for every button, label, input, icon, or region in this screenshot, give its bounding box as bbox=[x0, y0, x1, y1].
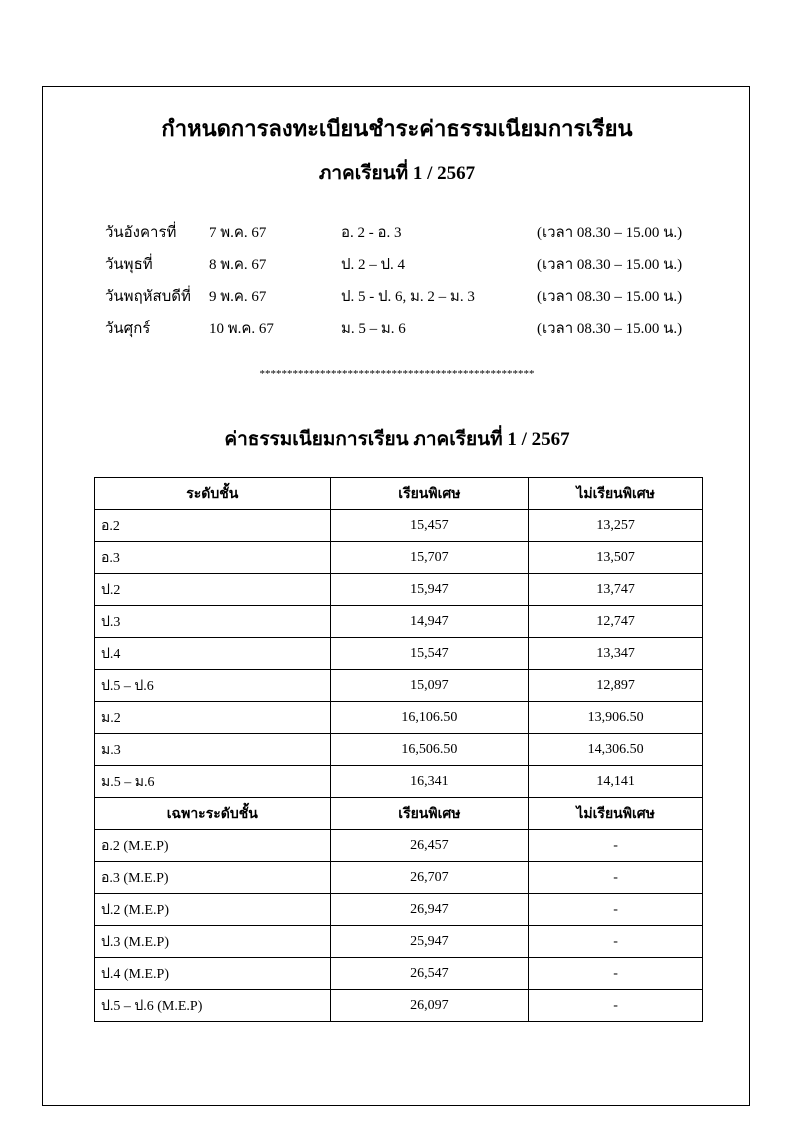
header-special-grade: เฉพาะระดับชั้น bbox=[95, 798, 331, 830]
with-extra-cell: 26,097 bbox=[330, 990, 529, 1022]
schedule-date: 10 พ.ค. 67 bbox=[209, 321, 274, 337]
schedule-date: 7 พ.ค. 67 bbox=[209, 225, 267, 241]
grade-cell: ป.4 (M.E.P) bbox=[95, 958, 331, 990]
schedule-time: (เวลา 08.30 – 15.00 น.) bbox=[537, 225, 683, 241]
with-extra-cell: 15,097 bbox=[330, 670, 529, 702]
with-extra-cell: 26,547 bbox=[330, 958, 529, 990]
schedule-grades: ป. 2 – ป. 4 bbox=[341, 257, 406, 273]
schedule-grades: ม. 5 – ม. 6 bbox=[341, 321, 406, 337]
with-extra-cell: 16,341 bbox=[330, 766, 529, 798]
with-extra-cell: 25,947 bbox=[330, 926, 529, 958]
without-extra-cell: 13,257 bbox=[529, 510, 703, 542]
table-row bbox=[95, 926, 703, 958]
schedule-date: 9 พ.ค. 67 bbox=[209, 289, 267, 305]
header-with-extra: เรียนพิเศษ bbox=[330, 478, 529, 510]
with-extra-cell: 16,106.50 bbox=[330, 702, 529, 734]
table-subheader-row bbox=[95, 798, 703, 830]
grade-cell: ม.3 bbox=[95, 734, 331, 766]
document-subtitle: ภาคเรียนที่ 1 / 2567 bbox=[318, 163, 476, 184]
grade-cell: ป.5 – ป.6 bbox=[95, 670, 331, 702]
schedule-day: วันอังคารที่ bbox=[105, 225, 177, 241]
table-row bbox=[95, 510, 703, 542]
with-extra-cell: 26,947 bbox=[330, 894, 529, 926]
table-row bbox=[95, 574, 703, 606]
table-row bbox=[95, 638, 703, 670]
with-extra-cell: 15,457 bbox=[330, 510, 529, 542]
table-row bbox=[95, 702, 703, 734]
table-row bbox=[95, 958, 703, 990]
without-extra-cell: 14,141 bbox=[529, 766, 703, 798]
without-extra-cell: 12,897 bbox=[529, 670, 703, 702]
without-extra-cell: 13,507 bbox=[529, 542, 703, 574]
grade-cell: อ.3 bbox=[95, 542, 331, 574]
fee-table-title: ค่าธรรมเนียมการเรียน ภาคเรียนที่ 1 / 2567 bbox=[224, 429, 570, 450]
schedule-date: 8 พ.ค. 67 bbox=[209, 257, 267, 273]
with-extra-cell: 14,947 bbox=[330, 606, 529, 638]
without-extra-cell: - bbox=[529, 862, 703, 894]
table-row bbox=[95, 862, 703, 894]
fee-table bbox=[94, 477, 703, 1022]
document-title: กำหนดการลงทะเบียนชำระค่าธรรมเนียมการเรียน bbox=[161, 116, 633, 141]
table-row bbox=[95, 894, 703, 926]
header-grade: ระดับชั้น bbox=[95, 478, 331, 510]
without-extra-cell: - bbox=[529, 894, 703, 926]
without-extra-cell: 12,747 bbox=[529, 606, 703, 638]
table-row bbox=[95, 542, 703, 574]
grade-cell: ป.5 – ป.6 (M.E.P) bbox=[95, 990, 331, 1022]
table-row bbox=[95, 830, 703, 862]
grade-cell: ป.2 bbox=[95, 574, 331, 606]
with-extra-cell: 15,707 bbox=[330, 542, 529, 574]
with-extra-cell: 15,547 bbox=[330, 638, 529, 670]
with-extra-cell: 26,707 bbox=[330, 862, 529, 894]
without-extra-cell: 13,347 bbox=[529, 638, 703, 670]
grade-cell: อ.3 (M.E.P) bbox=[95, 862, 331, 894]
schedule-grades: อ. 2 - อ. 3 bbox=[341, 225, 402, 241]
table-row bbox=[95, 606, 703, 638]
grade-cell: ป.4 bbox=[95, 638, 331, 670]
schedule-day: วันพุธที่ bbox=[105, 257, 153, 273]
schedule-time: (เวลา 08.30 – 15.00 น.) bbox=[537, 289, 683, 305]
grade-cell: ม.2 bbox=[95, 702, 331, 734]
grade-cell: อ.2 bbox=[95, 510, 331, 542]
schedule-day: วันพฤหัสบดีที่ bbox=[105, 289, 191, 305]
table-row bbox=[95, 990, 703, 1022]
schedule-grades: ป. 5 - ป. 6, ม. 2 – ม. 3 bbox=[341, 289, 475, 305]
schedule-time: (เวลา 08.30 – 15.00 น.) bbox=[537, 321, 683, 337]
grade-cell: ม.5 – ม.6 bbox=[95, 766, 331, 798]
without-extra-cell: 14,306.50 bbox=[529, 734, 703, 766]
table-row bbox=[95, 734, 703, 766]
grade-cell: อ.2 (M.E.P) bbox=[95, 830, 331, 862]
header-without-extra: ไม่เรียนพิเศษ bbox=[529, 798, 703, 830]
grade-cell: ป.3 (M.E.P) bbox=[95, 926, 331, 958]
schedule-time: (เวลา 08.30 – 15.00 น.) bbox=[537, 257, 683, 273]
without-extra-cell: - bbox=[529, 958, 703, 990]
grade-cell: ป.2 (M.E.P) bbox=[95, 894, 331, 926]
table-row bbox=[95, 670, 703, 702]
with-extra-cell: 16,506.50 bbox=[330, 734, 529, 766]
separator-line: ************************************************** bbox=[259, 368, 535, 380]
grade-cell: ป.3 bbox=[95, 606, 331, 638]
with-extra-cell: 26,457 bbox=[330, 830, 529, 862]
table-row bbox=[95, 766, 703, 798]
schedule-day: วันศุกร์ bbox=[105, 321, 151, 337]
without-extra-cell: 13,747 bbox=[529, 574, 703, 606]
without-extra-cell: - bbox=[529, 830, 703, 862]
without-extra-cell: 13,906.50 bbox=[529, 702, 703, 734]
header-with-extra: เรียนพิเศษ bbox=[330, 798, 529, 830]
header-without-extra: ไม่เรียนพิเศษ bbox=[529, 478, 703, 510]
with-extra-cell: 15,947 bbox=[330, 574, 529, 606]
without-extra-cell: - bbox=[529, 926, 703, 958]
without-extra-cell: - bbox=[529, 990, 703, 1022]
table-header-row bbox=[95, 478, 703, 510]
